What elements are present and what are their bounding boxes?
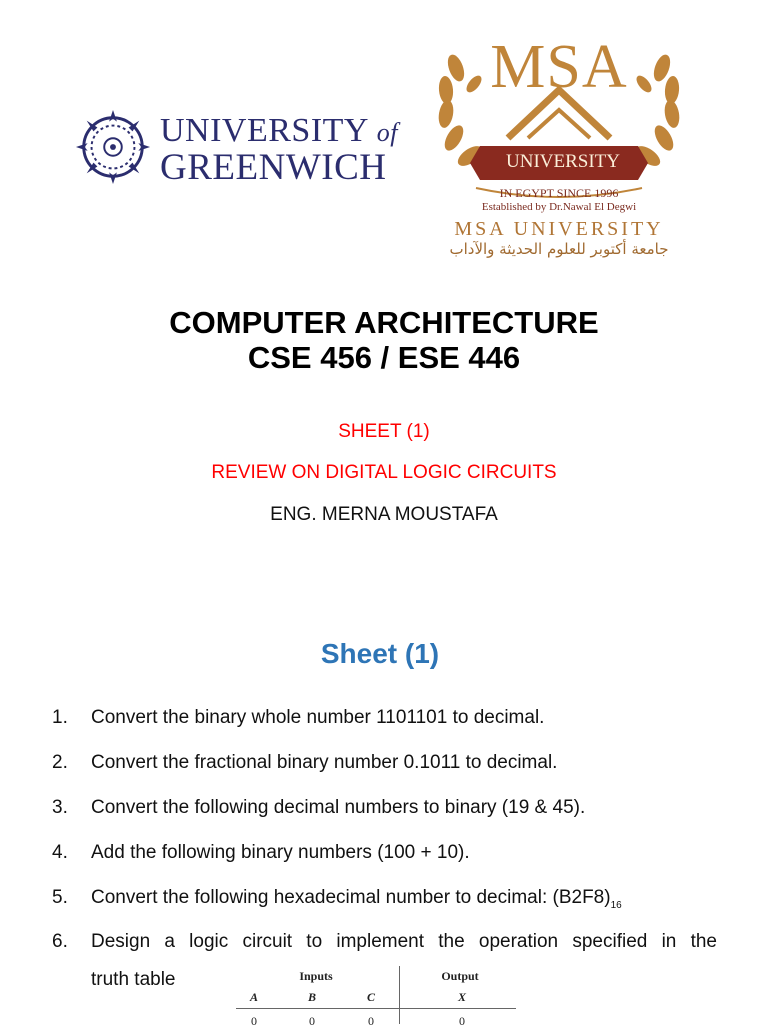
truth-table-col-b: B — [307, 990, 316, 1004]
question-text: Convert the following decimal numbers to binary (19 & 45). — [91, 797, 586, 818]
sheet-label: SHEET (1) — [338, 421, 430, 442]
question-number: 1. — [52, 707, 68, 728]
truth-table-col-a: A — [249, 990, 258, 1004]
truth-table-cell: 0 — [251, 1014, 257, 1028]
question-text: Convert the binary whole number 1101101 to decimal. — [91, 707, 545, 728]
question-text: Convert the fractional binary number 0.1011 to decimal. — [91, 752, 558, 773]
msa-logo-established: Established by Dr.Nawal El Degwi — [481, 201, 637, 213]
truth-table-cell: 0 — [368, 1014, 374, 1028]
truth-table-col-x: X — [457, 990, 466, 1004]
truth-table-rule — [236, 1008, 516, 1009]
hex-base-subscript: 16 — [610, 899, 622, 911]
author-name: ENG. MERNA MOUSTAFA — [270, 504, 498, 525]
question-text-main: Convert the following hexadecimal number to decimal: (B2F8) — [91, 887, 611, 908]
truth-table — [236, 964, 516, 1028]
truth-table-inputs-header: Inputs — [299, 969, 333, 983]
greenwich-logo-of: of — [376, 118, 398, 147]
course-codes: CSE 456 / ESE 446 — [247, 340, 521, 375]
section-heading: Sheet (1) — [320, 638, 440, 669]
question-text — [91, 886, 717, 918]
question-text-continuation: truth table — [91, 969, 176, 990]
question-number: 5. — [52, 887, 68, 908]
msa-logo-arabic: جامعة أكتوبر للعلوم الحديثة والآداب — [449, 240, 669, 258]
question-text: Add the following binary numbers (100 + 10). — [91, 842, 470, 863]
question-number: 4. — [52, 842, 68, 863]
msa-logo-ribbon: UNIVERSITY — [506, 151, 620, 172]
truth-table-cell: 0 — [459, 1014, 465, 1028]
truth-table-output-header: Output — [441, 969, 479, 983]
course-title: COMPUTER ARCHITECTURE — [169, 305, 599, 340]
greenwich-logo — [72, 100, 407, 196]
msa-logo-name: MSA UNIVERSITY — [454, 218, 664, 240]
question-number: 6. — [52, 931, 68, 952]
truth-table-col-c: C — [366, 990, 375, 1004]
truth-table-cell: 0 — [309, 1014, 315, 1028]
msa-logo — [416, 28, 702, 266]
question-number: 2. — [52, 752, 68, 773]
msa-logo-title: MSA — [490, 33, 628, 101]
question-number: 3. — [52, 797, 68, 818]
msa-logo-since: IN EGYPT SINCE 1996 — [499, 186, 619, 200]
truth-table-divider — [399, 966, 400, 1024]
greenwich-logo-line1: UNIVERSITY of — [160, 112, 398, 149]
compass-rose-icon — [74, 108, 152, 186]
question-text: Design a logic circuit to implement the operation specified in the — [91, 931, 717, 952]
topic-label: REVIEW ON DIGITAL LOGIC CIRCUITS — [211, 462, 557, 483]
greenwich-logo-line2: GREENWICH — [160, 147, 387, 188]
